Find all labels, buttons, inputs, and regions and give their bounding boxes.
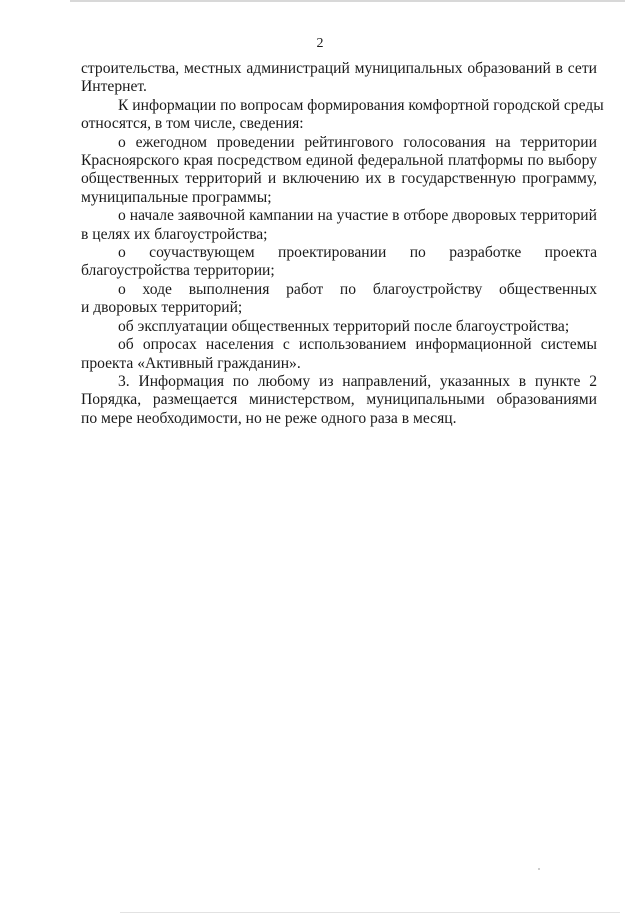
text-line: Интернет. — [81, 78, 147, 96]
text-line: строительства, местных администраций муниципальных образований в сети — [81, 60, 597, 77]
text-line: 3. Информация по любому из направлений, указанных в пункте 2 — [118, 372, 597, 390]
text-line: о начале заявочной кампании на участие в отборе дворовых территорий — [118, 207, 597, 225]
text-line: о соучаствующем проектировании по разработке проекта — [118, 244, 597, 262]
text-line: об эксплуатации общественных территорий после благоустройства; — [118, 317, 570, 335]
text-line: К информации по вопросам формирования комфортной городской среды — [118, 96, 604, 114]
text-line: общественных территорий и включению их в государственную программу, — [81, 170, 597, 188]
text-line: проекта «Активный гражданин». — [81, 354, 301, 372]
text-line: по мере необходимости, но не реже одного раза в месяц. — [81, 409, 457, 427]
text-line: муниципальные программы; — [81, 188, 272, 206]
scan-edge-bottom — [120, 912, 620, 913]
scan-edge-top — [70, 0, 625, 2]
text-line: о ходе выполнения работ по благоустройству общественных — [118, 280, 597, 298]
text-line: об опросах населения с использованием информационной системы — [118, 336, 597, 354]
text-line: Порядка, размещается министерством, муниципальными образованиями — [81, 391, 597, 409]
text-line: благоустройства территории; — [81, 262, 275, 280]
text-line: в целях их благоустройства; — [81, 225, 268, 243]
scan-speck — [538, 868, 540, 870]
document-body — [81, 60, 604, 428]
text-line: и дворовых территорий; — [81, 299, 243, 317]
page-number: 2 — [316, 36, 324, 51]
text-line: о ежегодном проведении рейтингового голосования на территории — [118, 133, 597, 151]
text-line: Красноярского края посредством единой федеральной платформы по выбору — [81, 152, 597, 170]
text-line: относятся, в том числе, сведения: — [81, 115, 304, 133]
